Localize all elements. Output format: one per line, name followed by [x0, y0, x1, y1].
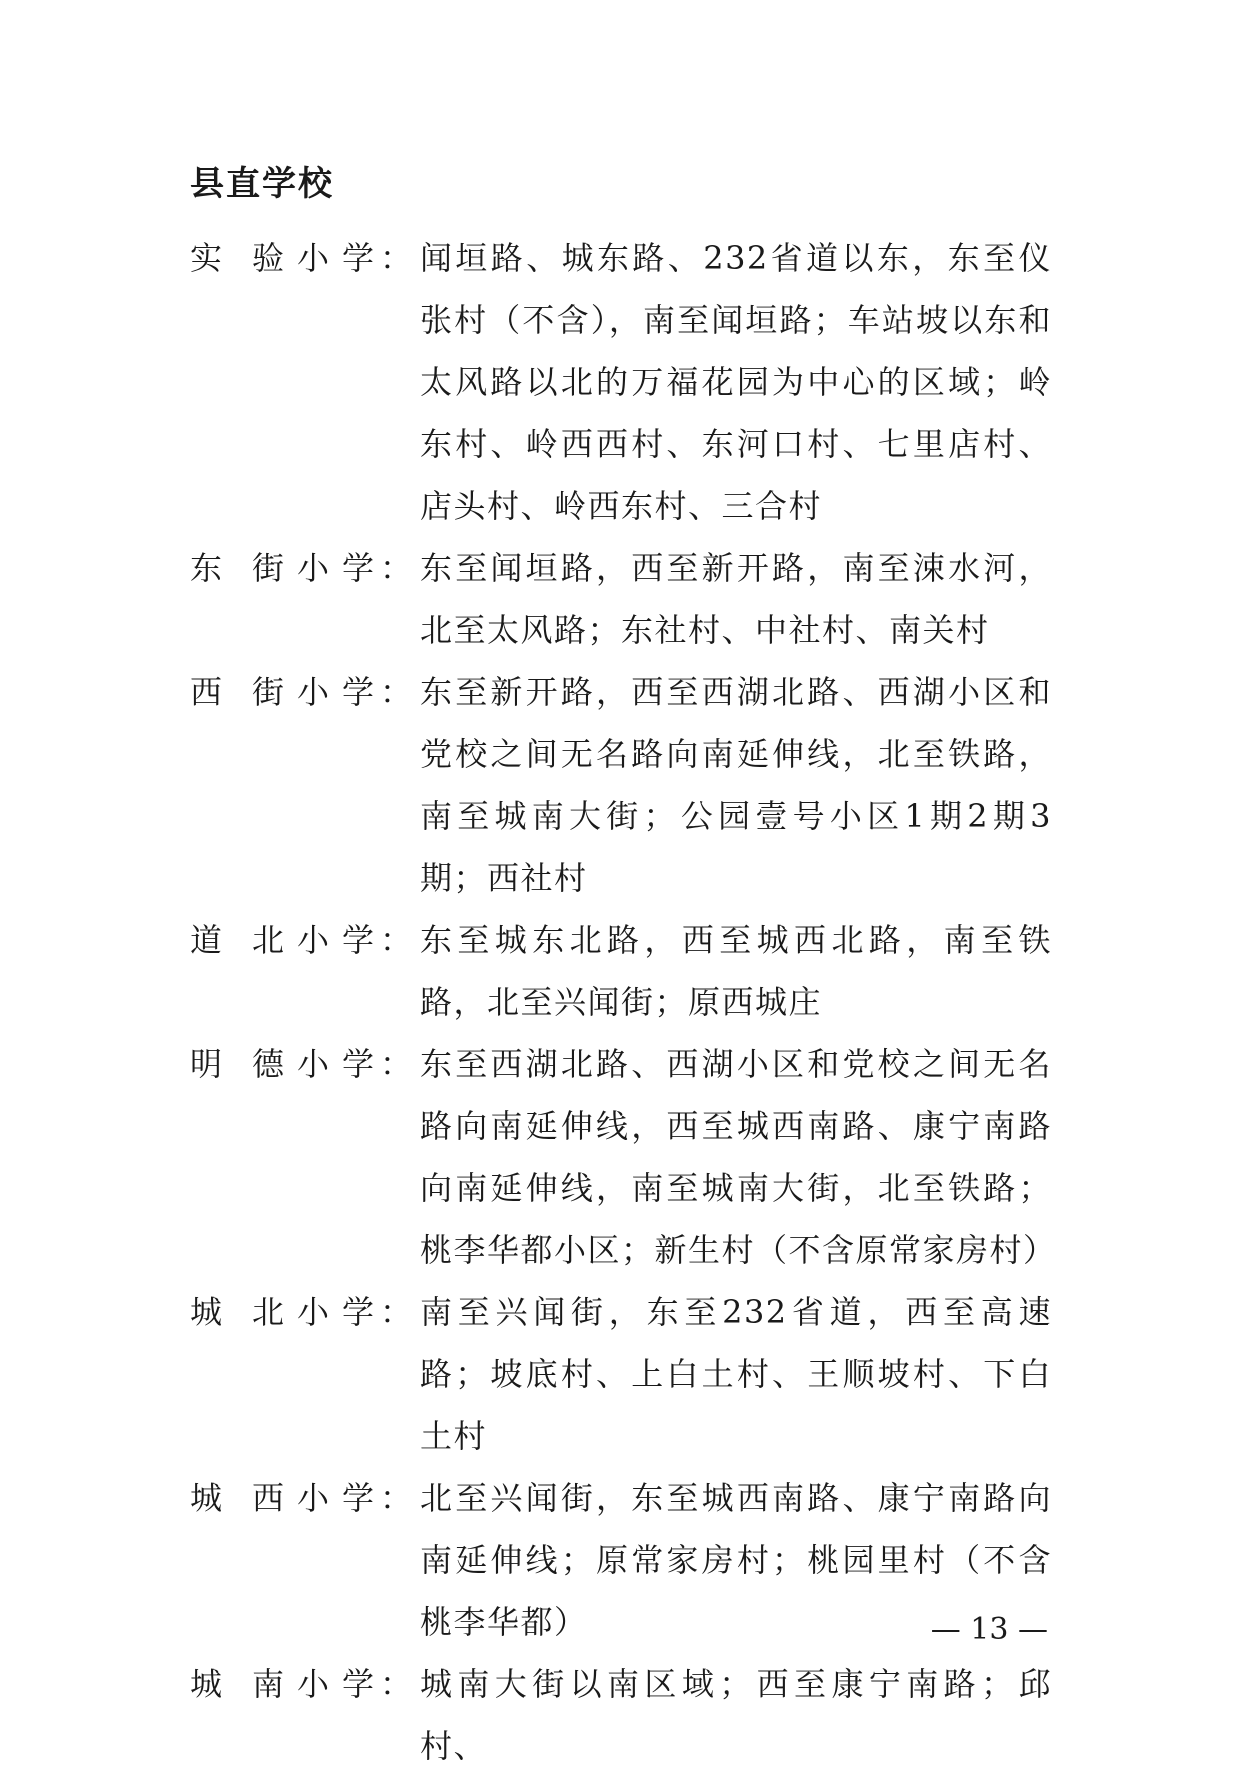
school-name-char: 学 [342, 1045, 375, 1083]
school-name-char: 学 [342, 1479, 375, 1517]
school-name-char: 西 [190, 673, 223, 711]
school-name-char: 小 [297, 673, 330, 711]
school-name [190, 661, 420, 723]
district-description: 南至兴闻街，东至232省道，西至高速路；坡底村、上白土村、王顺坡村、下白土村 [420, 1293, 1052, 1455]
school-name-char: 德 [252, 1045, 285, 1083]
district-description: 闻垣路、城东路、232省道以东，东至仪张村（不含），南至闻垣路；车站坡以东和太风路以北的万福花园为中心的区域；岭东村、岭西西村、东河口村、七里店村、店头村、岭西东村、三合村 [420, 239, 1052, 525]
school-name [190, 1281, 420, 1343]
school-entry [0, 1033, 1240, 1281]
school-name-char: 北 [252, 921, 285, 959]
school-name [190, 1033, 420, 1095]
school-entry [0, 537, 1240, 661]
school-name-char: 东 [190, 549, 223, 587]
school-name-char: ： [380, 1479, 413, 1517]
school-name-char: 城 [190, 1479, 223, 1517]
school-name-char: 学 [342, 1293, 375, 1331]
school-name-char: 南 [252, 1665, 285, 1703]
school-name-char: 小 [297, 1293, 330, 1331]
school-name-char: 小 [297, 921, 330, 959]
school-name-char: 小 [297, 1665, 330, 1703]
school-name-char: 城 [190, 1293, 223, 1331]
district-description: 城南大街以南区域；西至康宁南路；邱村、 [420, 1665, 1052, 1765]
district-description: 北至兴闻街，东至城西南路、康宁南路向南延伸线；原常家房村；桃园里村（不含桃李华都） [420, 1479, 1052, 1641]
school-name-char: 街 [252, 673, 285, 711]
page-number [0, 1610, 1240, 1650]
school-name-char: 北 [252, 1293, 285, 1331]
school-name-char: 验 [252, 239, 285, 277]
school-name-char: 小 [297, 239, 330, 277]
school-entry [0, 227, 1240, 537]
school-name-char: 街 [252, 549, 285, 587]
school-name-char: 学 [342, 239, 375, 277]
school-entry [0, 661, 1240, 909]
school-name [190, 227, 420, 289]
page-number-text: — 13 — [930, 1612, 1048, 1647]
school-entry [0, 1653, 1240, 1777]
school-name-char: 小 [297, 1479, 330, 1517]
school-name-char: ： [380, 549, 413, 587]
district-description: 东至新开路，西至西湖北路、西湖小区和党校之间无名路向南延伸线，北至铁路，南至城南大街；公园壹号小区1期2期3期；西社村 [420, 673, 1052, 897]
school-name-char: 小 [297, 1045, 330, 1083]
district-description: 东至闻垣路，西至新开路，南至涑水河，北至太风路；东社村、中社村、南关村 [420, 549, 1052, 649]
school-name-char: 学 [342, 673, 375, 711]
school-name-char: ： [380, 1293, 413, 1331]
school-name-char: 学 [342, 1665, 375, 1703]
school-name-char: ： [380, 239, 413, 277]
school-name-char: ： [380, 1045, 413, 1083]
school-name [190, 1467, 420, 1529]
school-entry [0, 1281, 1240, 1467]
school-name-char: 实 [190, 239, 223, 277]
school-name [190, 537, 420, 599]
school-name-char: 小 [297, 549, 330, 587]
school-district-list [0, 227, 1240, 1777]
section-title: 县直学校 [190, 164, 334, 204]
school-name [190, 1653, 420, 1715]
school-name-char: 道 [190, 921, 223, 959]
school-name-char: 明 [190, 1045, 223, 1083]
school-name-char: ： [380, 921, 413, 959]
school-name [190, 909, 420, 971]
school-name-char: 学 [342, 549, 375, 587]
school-name-char: ： [380, 673, 413, 711]
school-name-char: 西 [252, 1479, 285, 1517]
district-description: 东至西湖北路、西湖小区和党校之间无名路向南延伸线，西至城西南路、康宁南路向南延伸线，南至城南大街，北至铁路；桃李华都小区；新生村（不含原常家房村） [420, 1045, 1057, 1269]
district-description: 东至城东北路，西至城西北路，南至铁路，北至兴闻街；原西城庄 [420, 921, 1052, 1021]
school-entry [0, 909, 1240, 1033]
school-name-char: ： [380, 1665, 413, 1703]
school-name-char: 学 [342, 921, 375, 959]
school-name-char: 城 [190, 1665, 223, 1703]
